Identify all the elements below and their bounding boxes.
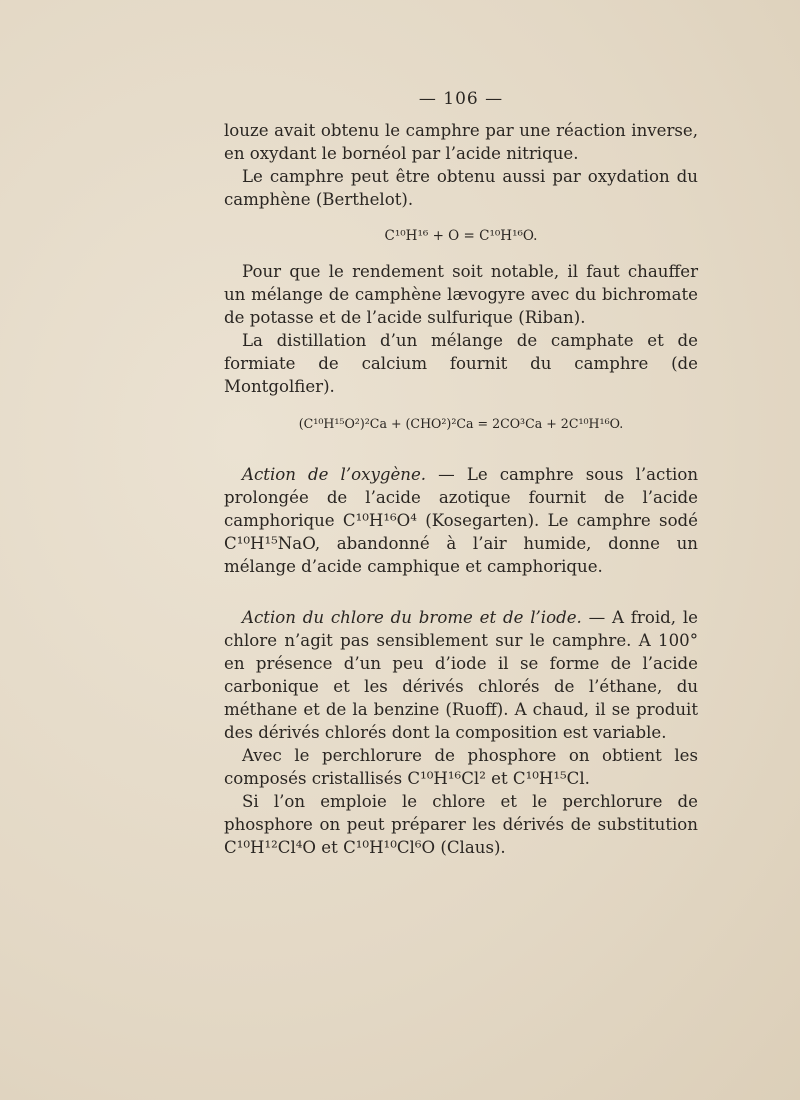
paragraph-claus: Si l’on emploie le chlore et le perchlorure de phosphore on peut préparer les dérivés de substitution C¹⁰H¹²Cl⁴O et C¹⁰H¹⁰Cl⁶O (Claus). <box>224 792 698 857</box>
spacer <box>224 578 698 606</box>
paragraph-distillation: La distillation d’un mélange de camphate et de formiate de calcium fournit du camphre (de Montgolfier). <box>224 331 698 396</box>
paragraph-riban: Pour que le rendement soit notable, il faut chauffer un mélange de camphène lævogyre avec du bichromate de potasse et de l’acide sulfurique (Riban). <box>224 262 698 327</box>
section-halogens-text: — A froid, le chlore n’agit pas sensiblement sur le camphre. A 100° en présence d’un peu d’iode il se forme de l’acide carbonique et les dérivés chlorés de l’éthane, du méthane et de la benzine (Ruoff). A chaud, il se produit des dérivés chlorés dont la composition est variable. <box>224 608 698 742</box>
formula-distillation: (C¹⁰H¹⁵O²)²Ca + (CHO²)²Ca = 2CO³Ca + 2C¹⁰H¹⁶O. <box>298 416 624 431</box>
section-oxygen-title: Action de l’oxygène. <box>242 465 427 484</box>
paragraph-perchlorure: Avec le perchlorure de phosphore on obtient les composés cristallisés C¹⁰H¹⁶Cl² et C¹⁰H¹⁵Cl. <box>224 746 698 788</box>
section-oxygen <box>224 463 698 578</box>
paragraph-camphene-oxidation: Le camphre peut être obtenu aussi par oxydation du camphène (Berthelot). <box>224 167 698 209</box>
formula-oxidation: C¹⁰H¹⁶ + O = C¹⁰H¹⁶O. <box>384 228 538 244</box>
section-halogens <box>224 606 698 744</box>
section-oxygen-text: — Le camphre sous l’action prolongée de l’acide azotique fournit de l’acide camphorique C¹⁰H¹⁶O⁴ (Kosegarten). Le camphre sodé C¹⁰H¹⁵NaO, abandonné à l’air humide, donne un mélange d’acide camphique et camphorique. <box>224 465 698 576</box>
paragraph-louze: louze avait obtenu le camphre par une réaction inverse, en oxydant le bornéol par l’acide nitrique. <box>224 121 698 163</box>
page-content <box>224 88 698 859</box>
spacer <box>224 447 698 463</box>
page-number: — 106 — <box>418 89 504 109</box>
section-halogens-title: Action du chlore du brome et de l’iode. <box>242 608 582 627</box>
